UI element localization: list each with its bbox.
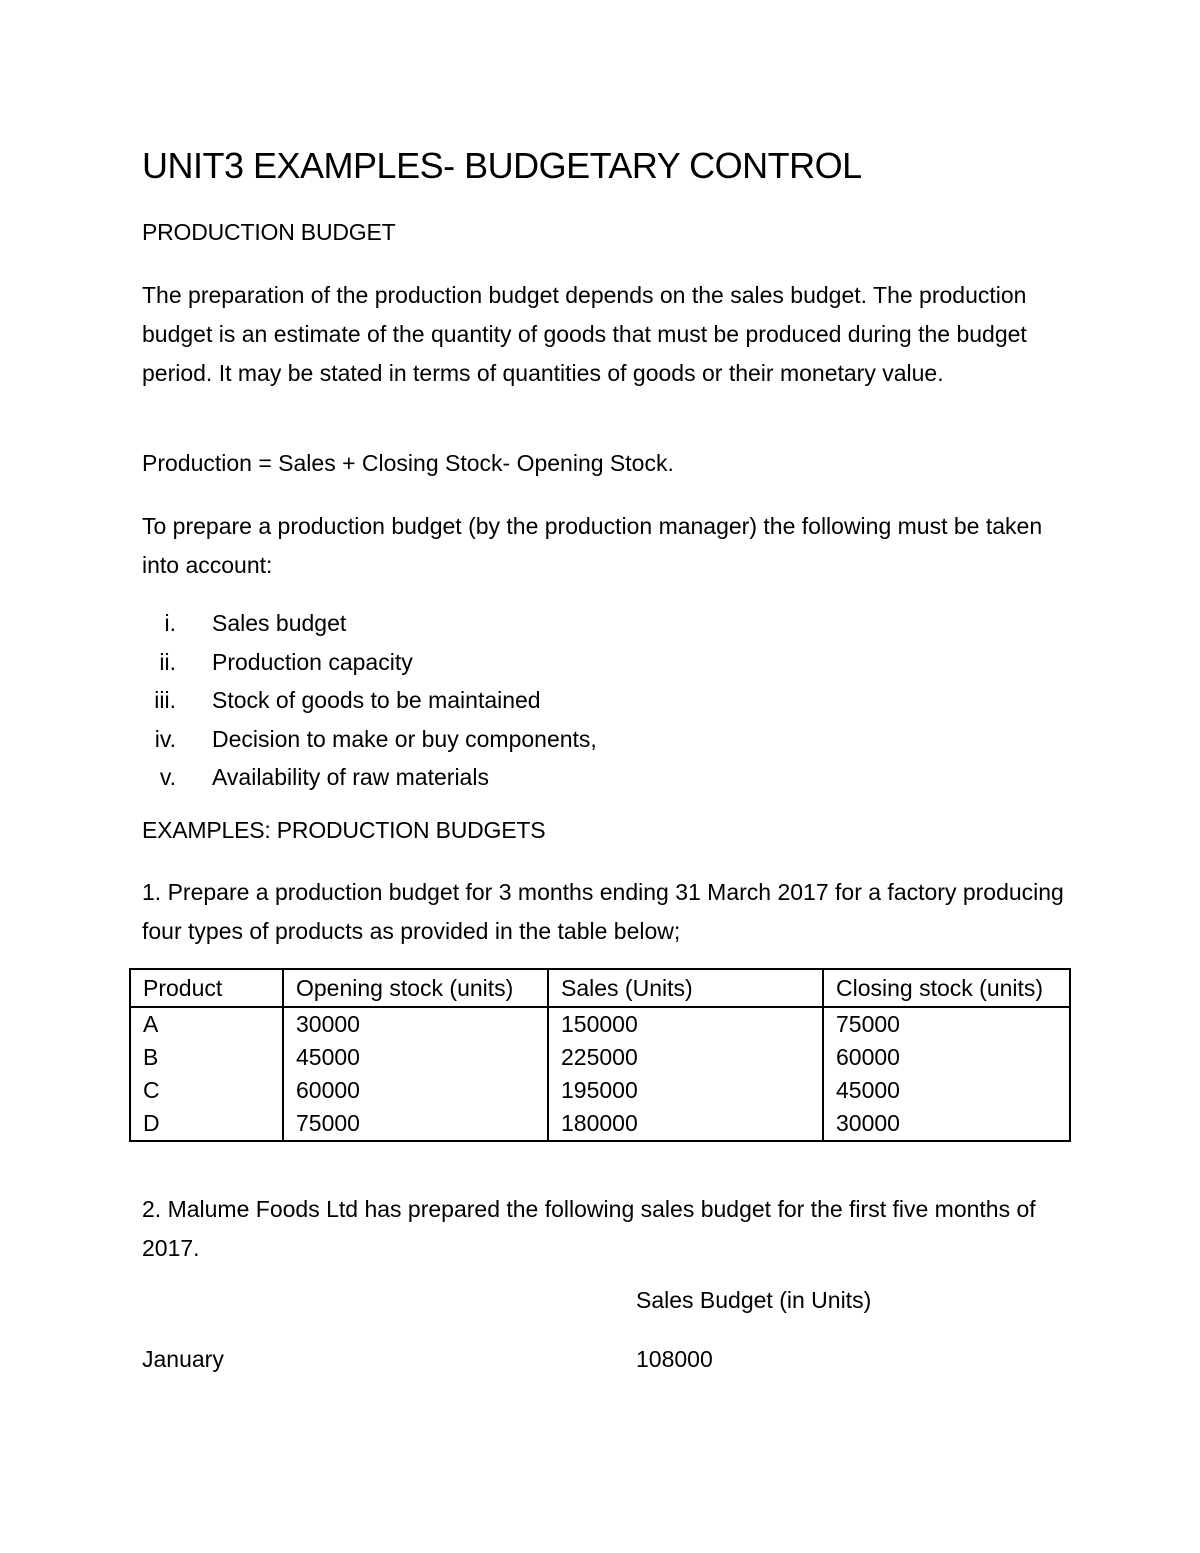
cell-closing-stock: 75000 xyxy=(823,1007,1070,1041)
table-row xyxy=(130,1107,1070,1141)
document-title: UNIT3 EXAMPLES- BUDGETARY CONTROL xyxy=(142,145,862,186)
table-row xyxy=(130,1007,1070,1041)
list-text: Stock of goods to be maintained xyxy=(212,687,541,713)
examples-heading: EXAMPLES: PRODUCTION BUDGETS xyxy=(142,817,546,843)
list-item xyxy=(142,720,942,759)
header-closing-stock: Closing stock (units) xyxy=(823,969,1070,1007)
cell-product: B xyxy=(130,1041,283,1074)
list-item xyxy=(142,604,942,643)
list-number: iv. xyxy=(154,725,176,752)
list-text: Sales budget xyxy=(212,610,347,636)
table-row xyxy=(130,1074,1070,1107)
table-row xyxy=(130,1041,1070,1074)
list-text: Availability of raw materials xyxy=(212,764,489,790)
list-number: i. xyxy=(164,610,176,636)
cell-sales: 150000 xyxy=(548,1007,823,1041)
cell-sales: 225000 xyxy=(548,1041,823,1074)
cell-product: A xyxy=(130,1007,283,1041)
list-text: Production capacity xyxy=(212,648,413,675)
list-item xyxy=(142,643,942,682)
considerations-intro: To prepare a production budget (by the production manager) the following must be taken into account: xyxy=(142,513,1043,578)
header-product: Product xyxy=(130,969,283,1007)
list-number: iii. xyxy=(154,687,176,713)
sales-budget-header: Sales Budget (in Units) xyxy=(636,1287,872,1313)
cell-closing-stock: 45000 xyxy=(823,1074,1070,1107)
cell-product: D xyxy=(130,1107,283,1141)
intro-paragraph: The preparation of the production budget depends on the sales budget. The production budget is an estimate of the quantity of goods that must be produced during the budget period. It may be stated in terms of quantities of goods or their monetary value. xyxy=(142,282,1027,386)
stock-table xyxy=(129,968,1071,1142)
sales-month-units: 108000 xyxy=(636,1346,713,1372)
cell-sales: 180000 xyxy=(548,1107,823,1141)
list-item xyxy=(142,758,942,797)
table-header-row xyxy=(130,969,1070,1007)
cell-sales: 195000 xyxy=(548,1074,823,1107)
list-number: v. xyxy=(159,764,176,790)
cell-opening-stock: 45000 xyxy=(283,1041,548,1074)
header-sales: Sales (Units) xyxy=(548,969,823,1007)
cell-opening-stock: 30000 xyxy=(283,1007,548,1041)
example2-text: 2. Malume Foods Ltd has prepared the following sales budget for the first five months of 2017. xyxy=(142,1196,1036,1261)
cell-closing-stock: 60000 xyxy=(823,1041,1070,1074)
list-item xyxy=(142,681,942,720)
section-heading: PRODUCTION BUDGET xyxy=(142,219,396,245)
cell-opening-stock: 60000 xyxy=(283,1074,548,1107)
example1-text: 1. Prepare a production budget for 3 months ending 31 March 2017 for a factory producing four types of products as provided in the table below; xyxy=(142,879,1064,944)
list-text: Decision to make or buy components, xyxy=(212,725,597,752)
list-number: ii. xyxy=(159,648,176,675)
cell-opening-stock: 75000 xyxy=(283,1107,548,1141)
cell-closing-stock: 30000 xyxy=(823,1107,1070,1141)
production-formula: Production = Sales + Closing Stock- Opening Stock. xyxy=(142,450,674,476)
header-opening-stock: Opening stock (units) xyxy=(283,969,548,1007)
considerations-list xyxy=(142,604,942,797)
cell-product: C xyxy=(130,1074,283,1107)
sales-month-name: January xyxy=(142,1346,224,1372)
